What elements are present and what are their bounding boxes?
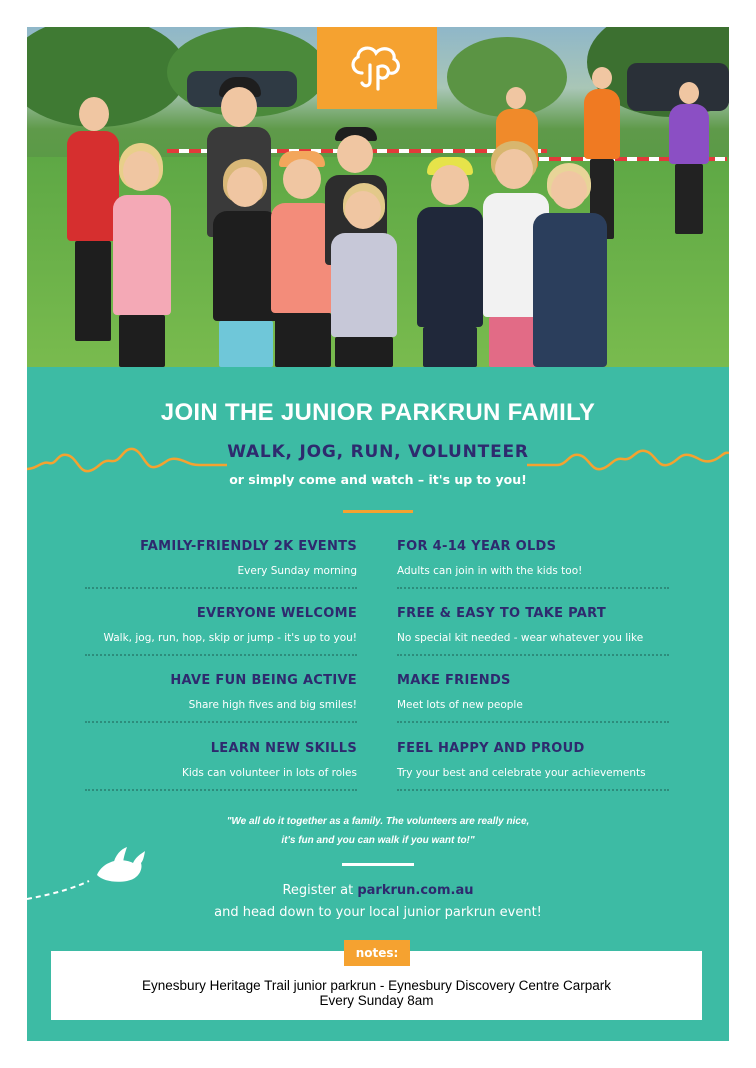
feature-desc: Meet lots of new people (397, 699, 523, 711)
feature-desc: Adults can join in with the kids too! (397, 565, 583, 577)
junior-parkrun-logo-icon (346, 43, 408, 93)
feature-make-friends (397, 673, 669, 737)
dotted-divider (397, 721, 669, 723)
watch-line: or simply come and watch – it's up to you! (229, 472, 527, 487)
divider (342, 863, 414, 866)
notes-text (51, 978, 702, 1008)
feature-family-friendly (85, 539, 357, 603)
feature-title: FREE & EASY TO TAKE PART (397, 606, 607, 621)
notes-line-2: Every Sunday 8am (319, 993, 434, 1008)
feature-happy-proud (397, 741, 669, 805)
notes-label: notes: (344, 940, 410, 966)
register-line (27, 883, 729, 898)
feature-title: FOR 4-14 YEAR OLDS (397, 539, 557, 554)
feature-free-easy (397, 606, 669, 670)
dotted-divider (85, 789, 357, 791)
feature-title: MAKE FRIENDS (397, 673, 511, 688)
feature-desc: Every Sunday morning (237, 565, 357, 577)
feature-age-range (397, 539, 669, 603)
dotted-divider (397, 654, 669, 656)
head-down-line: and head down to your local junior parkrun event! (214, 905, 542, 920)
feature-title: EVERYONE WELCOME (196, 606, 357, 621)
feature-title: LEARN NEW SKILLS (210, 741, 357, 756)
feature-desc: Share high fives and big smiles! (188, 699, 357, 711)
dotted-divider (85, 654, 357, 656)
divider (343, 510, 413, 513)
subhead: WALK, JOG, RUN, VOLUNTEER (227, 442, 529, 462)
quote-line-2: it's fun and you can walk if you want to!" (281, 835, 475, 846)
feature-desc: Try your best and celebrate your achievements (397, 767, 646, 779)
notes-line-1: Eynesbury Heritage Trail junior parkrun - Eynesbury Discovery Centre Carpark (142, 978, 611, 993)
quote-line-1: "We all do it together as a family. The volunteers are really nice, (226, 816, 530, 827)
feature-have-fun (85, 673, 357, 737)
feature-desc: Walk, jog, run, hop, skip or jump - it's up to you! (103, 632, 357, 644)
feature-title: FAMILY-FRIENDLY 2K EVENTS (140, 539, 357, 554)
dotted-divider (397, 789, 669, 791)
register-prefix: Register at (282, 883, 358, 898)
dotted-divider (85, 587, 357, 589)
feature-everyone-welcome (85, 606, 357, 670)
parkrun-website-link[interactable]: parkrun.com.au (357, 883, 474, 898)
junior-parkrun-logo (317, 27, 437, 109)
testimonial-quote (178, 812, 578, 850)
feature-desc: No special kit needed - wear whatever you like (397, 632, 644, 644)
feature-title: HAVE FUN BEING ACTIVE (170, 673, 357, 688)
feature-desc: Kids can volunteer in lots of roles (181, 767, 357, 779)
feature-learn-skills (85, 741, 357, 805)
feature-title: FEEL HAPPY AND PROUD (397, 741, 585, 756)
dotted-divider (85, 721, 357, 723)
headline: JOIN THE JUNIOR PARKRUN FAMILY (160, 399, 596, 426)
poster (27, 27, 729, 1041)
dotted-divider (397, 587, 669, 589)
